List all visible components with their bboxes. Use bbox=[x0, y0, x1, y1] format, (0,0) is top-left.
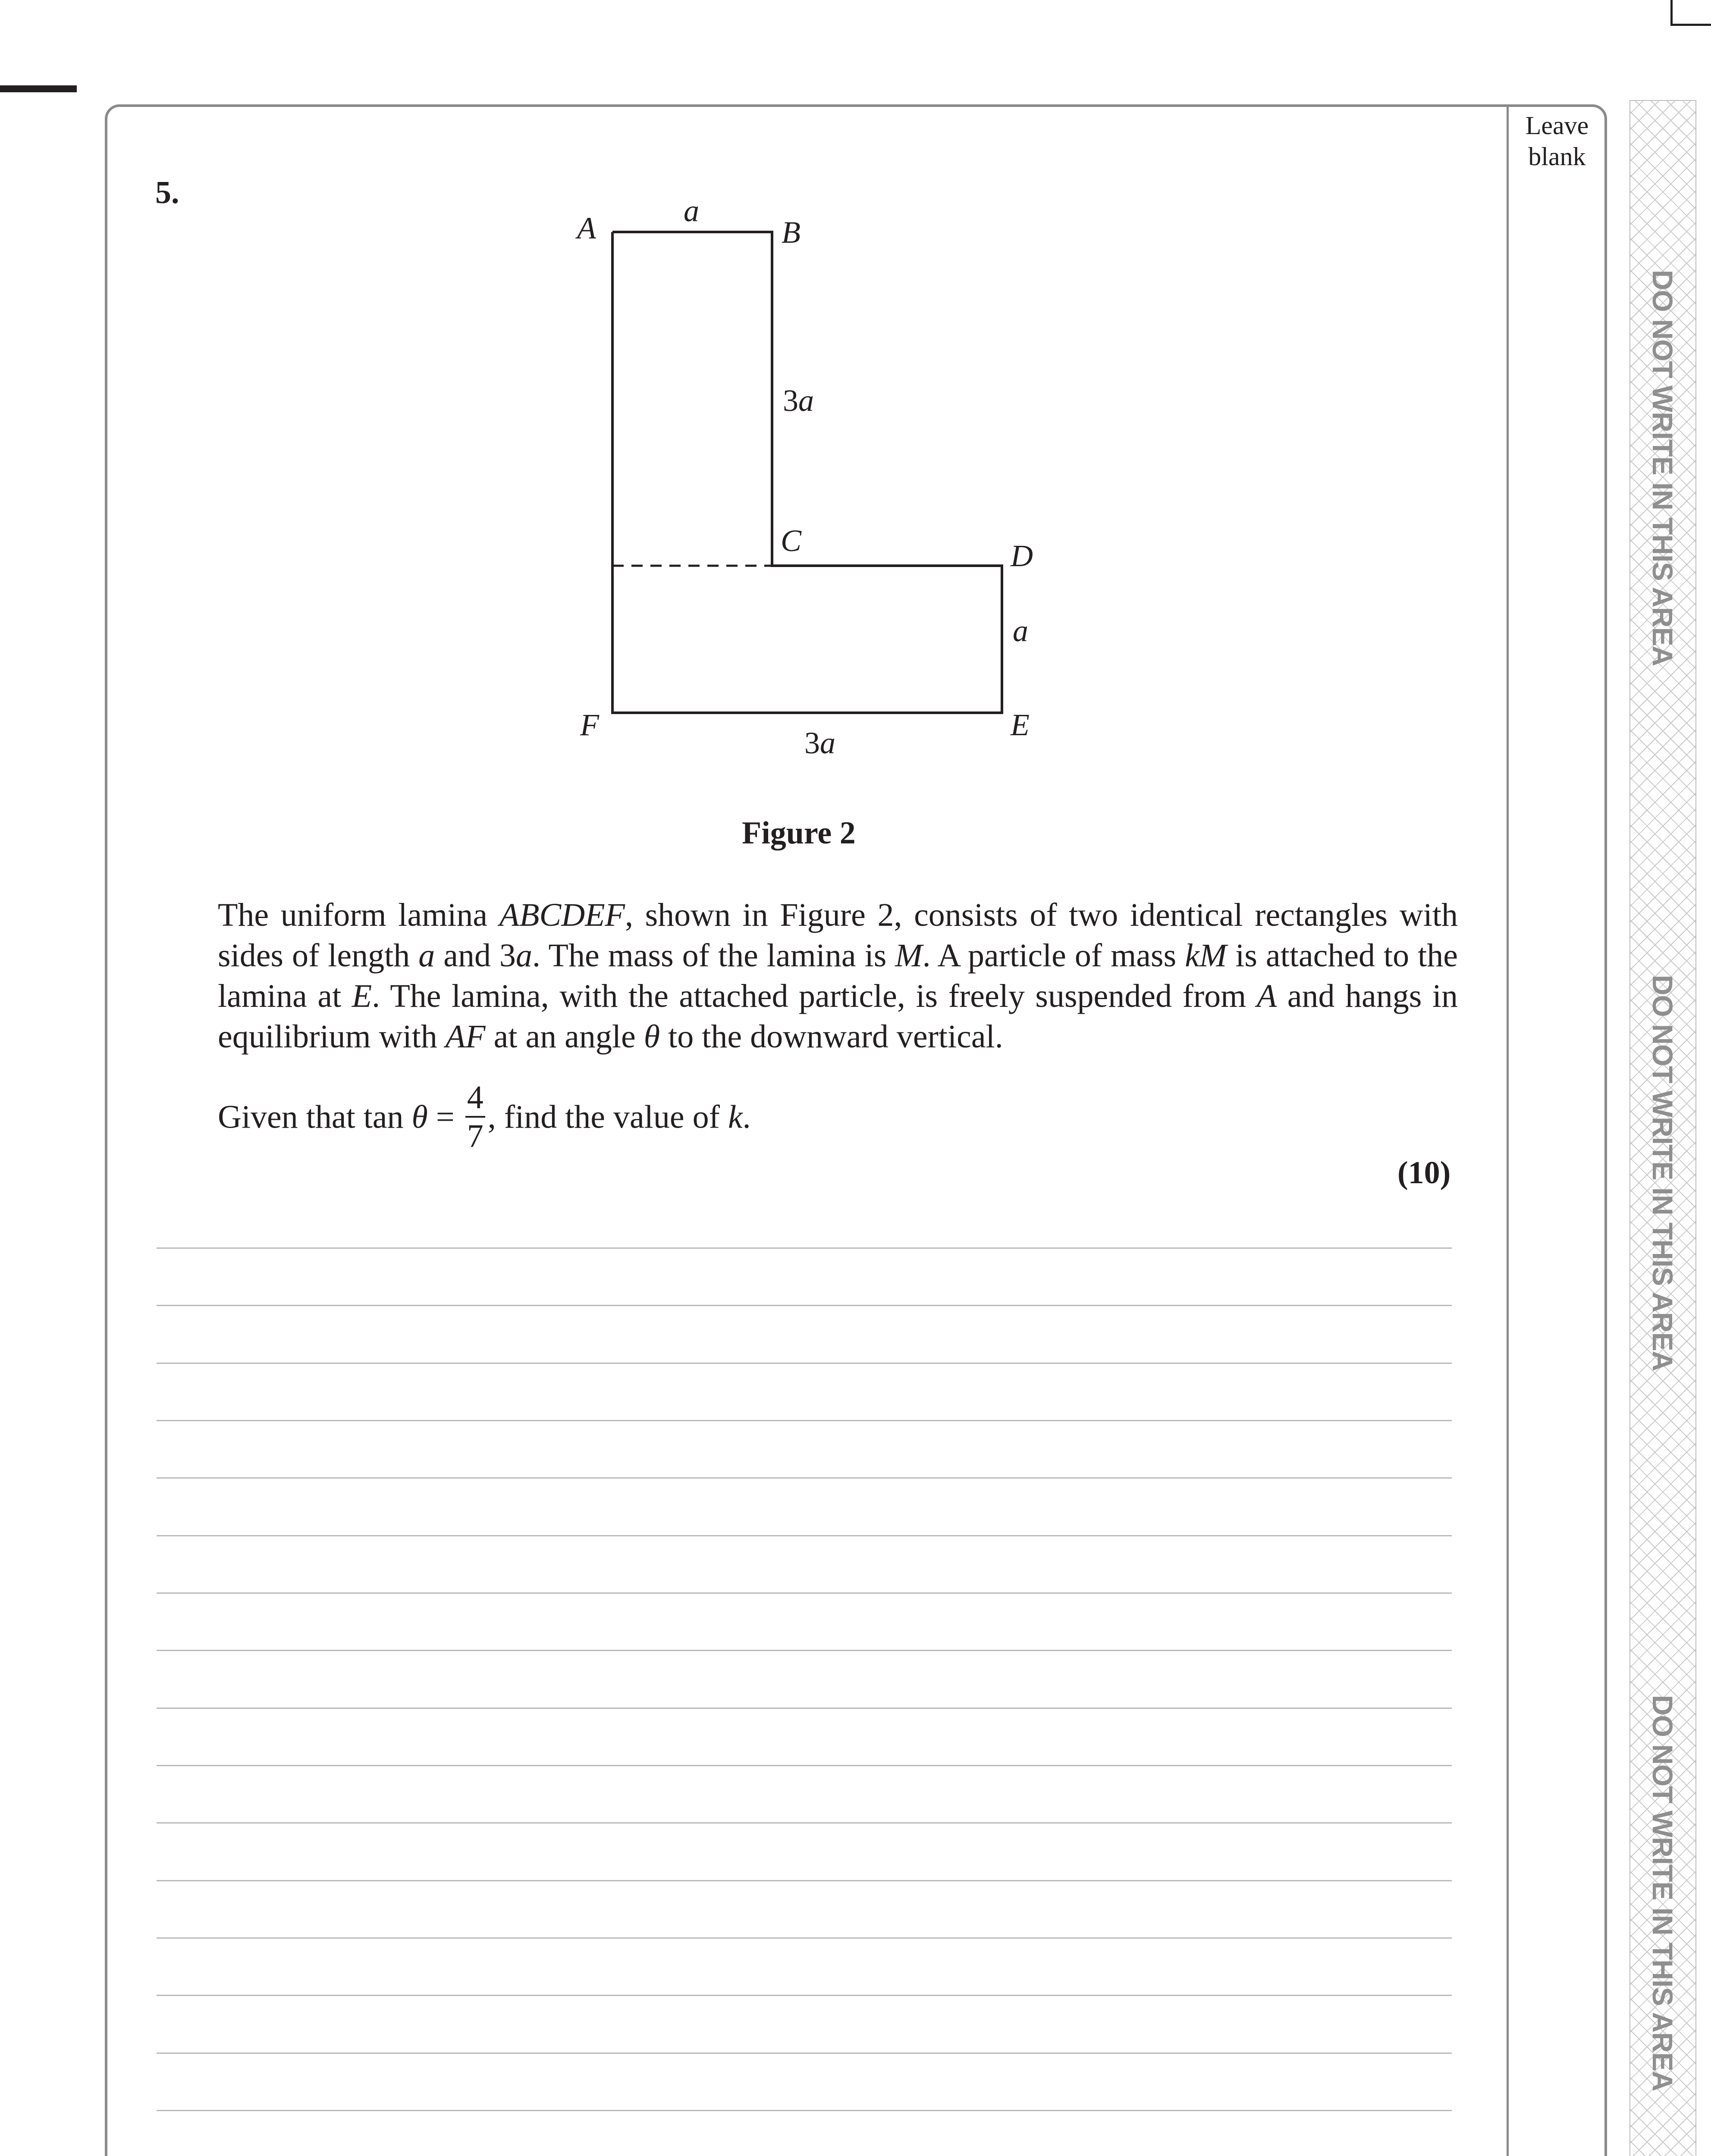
dimension-label-bc bbox=[783, 383, 814, 419]
given-seg: , find the value of bbox=[487, 1099, 728, 1135]
side-warning-2: DO NOT WRITE IN THIS AREA bbox=[1647, 975, 1679, 1371]
dimension-label-de: a bbox=[1013, 614, 1028, 648]
given-k: k bbox=[728, 1099, 743, 1135]
figure-caption: Figure 2 bbox=[742, 815, 856, 851]
given-theta: θ bbox=[411, 1099, 428, 1135]
answer-line[interactable] bbox=[157, 1363, 1452, 1364]
vertex-label-c: C bbox=[781, 523, 802, 558]
text-lamina: ABCDEF bbox=[499, 897, 625, 933]
vertex-label-a: A bbox=[577, 211, 596, 245]
marks-available: (10) bbox=[1397, 1155, 1451, 1191]
text-point-a: A bbox=[1256, 978, 1277, 1014]
dimension-label-fe bbox=[804, 725, 835, 761]
answer-line[interactable] bbox=[157, 1247, 1452, 1249]
question-number: 5. bbox=[155, 175, 179, 210]
answer-line[interactable] bbox=[157, 1305, 1452, 1306]
figure-2-lamina bbox=[0, 0, 1711, 776]
answer-line[interactable] bbox=[157, 1708, 1452, 1709]
vertex-label-e: E bbox=[1011, 708, 1030, 742]
text-point-e: E bbox=[352, 978, 372, 1014]
answer-line[interactable] bbox=[157, 1535, 1452, 1536]
dimension-fe-number: 3 bbox=[804, 726, 820, 760]
answer-line[interactable] bbox=[157, 1822, 1452, 1824]
answer-line[interactable] bbox=[157, 1592, 1452, 1594]
text-seg: to the downward vertical. bbox=[660, 1018, 1003, 1055]
text-seg: . The mass of the lamina is bbox=[532, 937, 895, 974]
answer-line[interactable] bbox=[157, 1765, 1452, 1766]
text-seg: The uniform lamina bbox=[218, 897, 499, 933]
answer-line[interactable] bbox=[157, 2053, 1452, 2054]
tan-fraction bbox=[465, 1079, 485, 1155]
question-text bbox=[218, 895, 1458, 1057]
vertex-label-f: F bbox=[580, 708, 599, 742]
side-warning-1: DO NOT WRITE IN THIS AREA bbox=[1647, 270, 1679, 666]
answer-line[interactable] bbox=[157, 1477, 1452, 1479]
text-a: a bbox=[418, 937, 435, 974]
answer-line[interactable] bbox=[157, 1880, 1452, 1881]
dimension-label-ab: a bbox=[684, 194, 699, 228]
text-seg: . A particle of mass bbox=[922, 937, 1185, 974]
side-warning-3: DO NOT WRITE IN THIS AREA bbox=[1647, 1695, 1679, 2091]
given-seg: . bbox=[742, 1099, 751, 1135]
lamina-outline bbox=[612, 232, 1002, 713]
text-mass-m: M bbox=[895, 937, 923, 974]
text-seg: . The lamina, with the attached particle, is freely suspended from bbox=[372, 978, 1257, 1014]
answer-line[interactable] bbox=[157, 1937, 1452, 1939]
text-seg: is attached to the lamina at bbox=[218, 937, 1458, 1014]
text-mass-km: kM bbox=[1185, 937, 1227, 974]
answer-line[interactable] bbox=[157, 1995, 1452, 1996]
text-seg: and 3 bbox=[435, 937, 516, 974]
text-theta: θ bbox=[644, 1018, 660, 1055]
fraction-denominator: 7 bbox=[467, 1118, 483, 1154]
text-a: a bbox=[515, 937, 532, 974]
answer-line[interactable] bbox=[157, 1420, 1452, 1421]
leave-blank-label: Leave blank bbox=[1525, 111, 1589, 171]
text-seg: at an angle bbox=[485, 1018, 644, 1055]
given-statement bbox=[218, 1079, 751, 1158]
dimension-fe-variable: a bbox=[820, 726, 835, 760]
text-seg: , shown in Figure 2, consists of two identical rectangles with sides of length bbox=[218, 897, 1458, 974]
answer-line[interactable] bbox=[157, 1650, 1452, 1651]
text-seg: and hangs in equilibrium with bbox=[218, 978, 1458, 1055]
fraction-numerator: 4 bbox=[465, 1079, 485, 1118]
given-seg: Given that tan bbox=[218, 1099, 412, 1135]
dimension-bc-variable: a bbox=[798, 383, 814, 418]
given-seg: = bbox=[427, 1099, 463, 1135]
text-af: AF bbox=[445, 1018, 486, 1055]
answer-line[interactable] bbox=[157, 2110, 1452, 2111]
dimension-bc-number: 3 bbox=[783, 383, 798, 418]
vertex-label-d: D bbox=[1011, 539, 1033, 573]
vertex-label-b: B bbox=[782, 215, 801, 250]
